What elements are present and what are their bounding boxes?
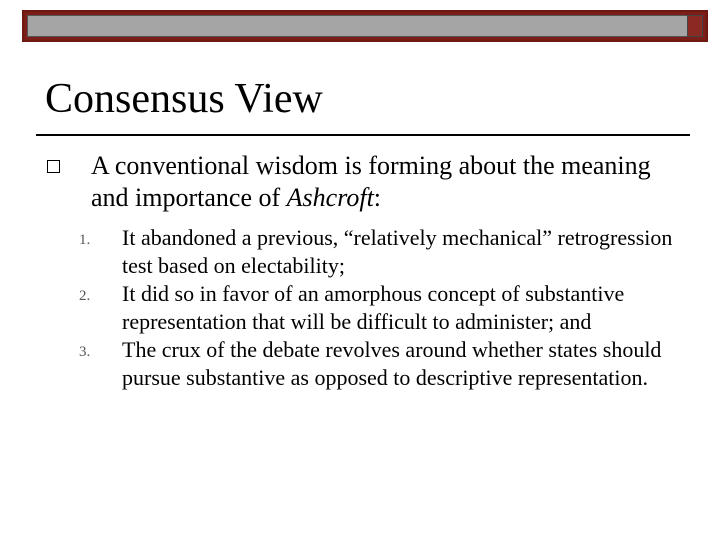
list-item <box>79 280 689 336</box>
list-item <box>79 224 689 280</box>
list-number: 1. <box>79 232 91 248</box>
list-item-text: It did so in favor of an amorphous concept of substantive representation that will be difficult to administer; and <box>122 281 625 334</box>
list-item-text: The crux of the debate revolves around whether states should pursue substantive as opposed to descriptive representation. <box>122 337 662 390</box>
list-number: 3. <box>79 344 91 360</box>
list-item <box>79 336 689 392</box>
top-bar-inner-panel <box>27 15 689 37</box>
slide-title: Consensus View <box>45 76 323 122</box>
main-point <box>91 150 691 214</box>
case-name: Ashcroft <box>286 183 374 212</box>
top-bar-square <box>687 15 703 37</box>
list-number: 2. <box>79 288 91 304</box>
numbered-list <box>79 224 689 392</box>
list-item-text: It abandoned a previous, “relatively mechanical” retrogression test based on electability; <box>122 225 673 278</box>
title-divider <box>36 134 690 136</box>
main-point-colon: : <box>373 183 382 212</box>
square-bullet-icon <box>47 160 60 173</box>
top-decorative-bar <box>22 10 708 42</box>
main-point-text: A conventional wisdom is forming about the meaning and importance of <box>91 151 651 212</box>
